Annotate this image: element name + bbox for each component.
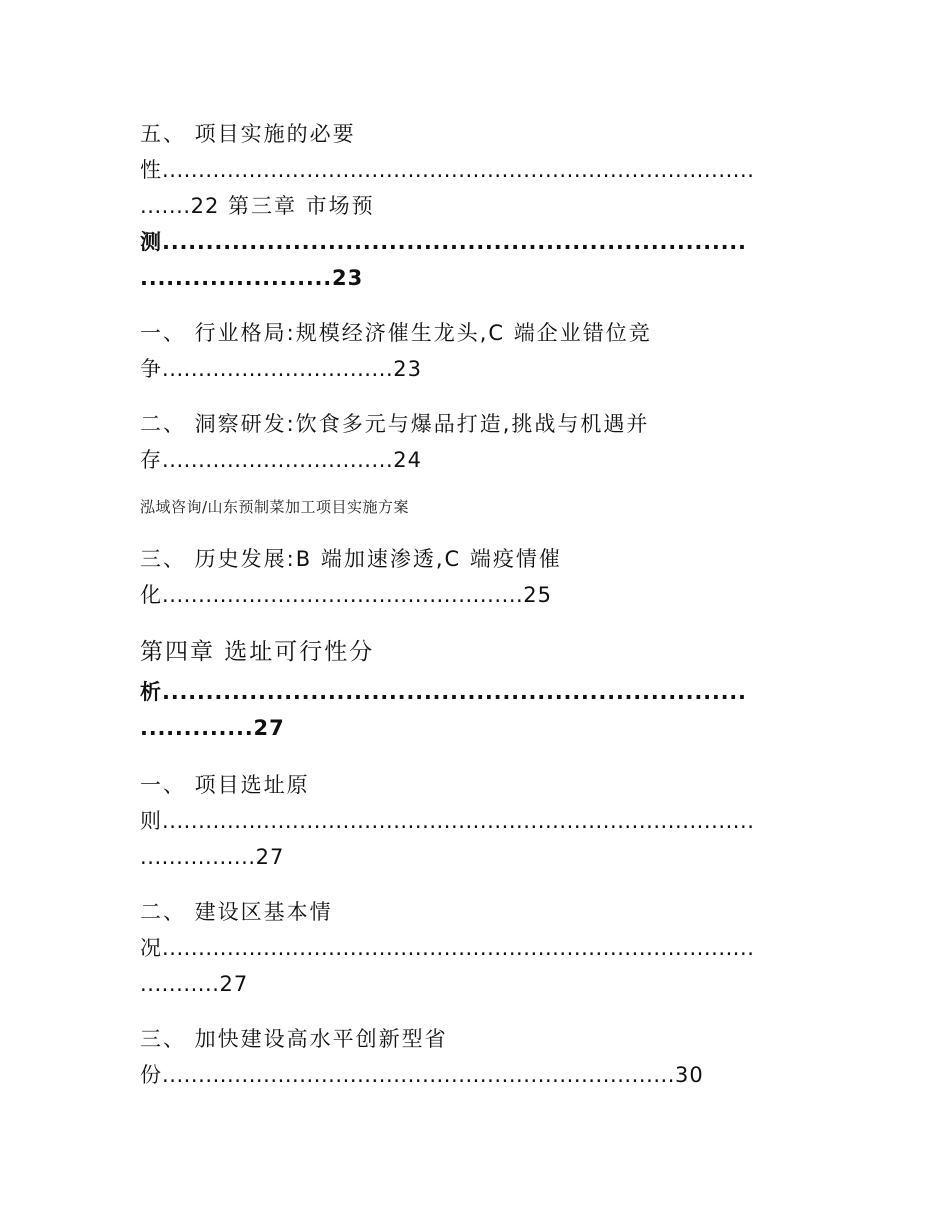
toc-leader-dots: ....................................................................... bbox=[162, 1063, 675, 1087]
toc-entry-continuation bbox=[140, 359, 422, 380]
toc-entry-lead-char: 则 bbox=[140, 809, 162, 833]
toc-chapter-continuation bbox=[140, 682, 747, 703]
toc-entry-lead-char: 存 bbox=[140, 448, 162, 472]
toc-chapter-continuation bbox=[140, 268, 363, 289]
toc-leader-dots: .................................................. bbox=[162, 583, 524, 607]
toc-leader-dots: .................................................................................. bbox=[162, 809, 755, 833]
toc-page-number: 27 bbox=[219, 972, 249, 996]
toc-entry-lead-char: 况 bbox=[140, 936, 162, 960]
toc-leader-dots: .................................................................................. bbox=[162, 936, 755, 960]
running-header: 泓域咨询/山东预制菜加工项目实施方案 bbox=[140, 498, 410, 516]
toc-page-number: 22 bbox=[190, 194, 220, 218]
toc-leader-dots: ................................................................... bbox=[162, 230, 747, 254]
toc-entry-continuation bbox=[140, 938, 754, 959]
toc-entry-lead-char: 测 bbox=[140, 230, 162, 254]
toc-chapter-continuation bbox=[140, 232, 747, 253]
toc-entry-title: 一、 项目选址原 bbox=[140, 773, 310, 797]
toc-leader-dots: ................................ bbox=[162, 448, 394, 472]
toc-page-number: 27 bbox=[255, 845, 285, 869]
toc-leader-dots: ....... bbox=[140, 194, 191, 218]
toc-entry-lead-char: 性 bbox=[140, 158, 162, 182]
toc-entry-title: 五、 项目实施的必要 bbox=[140, 122, 356, 146]
toc-entry-title: 三、 加快建设高水平创新型省 bbox=[140, 1027, 448, 1051]
toc-leader-dots: ................................................................... bbox=[162, 680, 747, 704]
toc-page-number: 23 bbox=[393, 357, 422, 381]
toc-page-number: 23 bbox=[332, 266, 364, 290]
toc-entry-continuation bbox=[140, 1065, 704, 1086]
toc-chapter-title: 第三章 市场预 bbox=[219, 194, 375, 218]
toc-leader-dots: ........... bbox=[140, 972, 220, 996]
toc-entry-lead-char: 争 bbox=[140, 357, 162, 381]
toc-entry-lead-char: 析 bbox=[140, 680, 162, 704]
toc-entry-continuation bbox=[140, 811, 754, 832]
toc-leader-dots: ............. bbox=[140, 716, 254, 740]
toc-entry-continuation bbox=[140, 585, 552, 606]
toc-leader-dots: ................................ bbox=[162, 357, 394, 381]
toc-leader-dots: ................ bbox=[140, 845, 256, 869]
toc-entry-continuation bbox=[140, 450, 422, 471]
toc-entry-lead-char: 化 bbox=[140, 583, 162, 607]
toc-entry-continuation bbox=[140, 974, 248, 995]
toc-entry-title: 二、 建设区基本情 bbox=[140, 900, 333, 924]
toc-entry-continuation bbox=[140, 847, 284, 868]
toc-entry-title: 三、 历史发展:B 端加速渗透,C 端疫情催 bbox=[140, 547, 562, 571]
toc-entry-title: 一、 行业格局:规模经济催生龙头,C 端企业错位竞 bbox=[140, 321, 652, 345]
toc-entry-continuation bbox=[140, 196, 375, 217]
toc-entry-continuation bbox=[140, 160, 754, 181]
toc-entry-title: 二、 洞察研发:饮食多元与爆品打造,挑战与机遇并 bbox=[140, 412, 650, 436]
toc-page-number: 30 bbox=[675, 1063, 704, 1087]
toc-chapter-title: 第四章 选址可行性分 bbox=[140, 639, 375, 665]
toc-page-number: 25 bbox=[523, 583, 552, 607]
toc-page-number: 24 bbox=[393, 448, 422, 472]
toc-entry-lead-char: 份 bbox=[140, 1063, 162, 1087]
toc-leader-dots: .................................................................................. bbox=[162, 158, 755, 182]
toc-leader-dots: ...................... bbox=[140, 266, 333, 290]
toc-chapter-continuation bbox=[140, 718, 285, 739]
toc-page-number: 27 bbox=[253, 716, 285, 740]
